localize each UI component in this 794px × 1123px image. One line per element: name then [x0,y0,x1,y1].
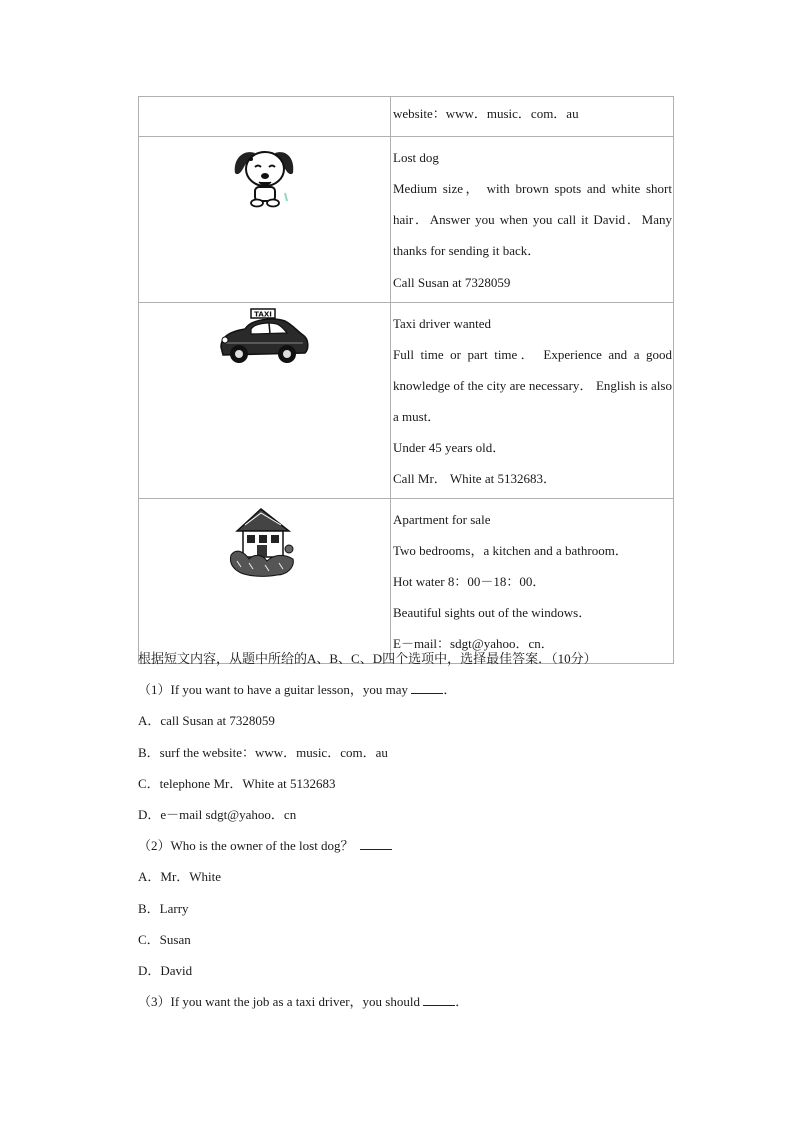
ad-title: Lost dog [393,150,439,165]
ad-text-cell [391,97,674,137]
ad-row-music [139,97,674,137]
ad-text-cell [391,302,674,499]
question-stem: （3）If you want the job as a taxi driver，you should [138,994,420,1009]
ad-text-cell [391,137,674,303]
ad-picture-cell [139,302,391,499]
option-2c[interactable]: C．Susan [138,932,191,947]
taxi-sign-text: TAXI [254,310,272,319]
ad-body: Full time or part time． Experience and a good knowledge of the city are necessary． English is also a must． [393,346,672,425]
ad-text-cell [391,499,674,664]
option-2a[interactable]: A．Mr．White [138,869,222,884]
ad-picture-cell [139,137,391,303]
ad-hot-water: Hot water 8：00－18：00． [393,574,546,590]
ad-row-taxi [139,302,674,499]
question-end: ． [443,682,457,697]
ads-table [138,96,674,664]
question-3 [138,992,468,1012]
ad-body: Medium size， with brown spots and white short hair．Answer you when you call it David．Many thanks for sending it back． [393,181,672,259]
ad-requirement: Under 45 years old． [393,440,506,456]
ad-email: E－mail：sdgt@yahoo．cn． [393,636,554,652]
instructions: 根据短文内容，从题中所给的A、B、C、D四个选项中，选择最佳答案．（10分） [138,651,597,666]
ad-sights: Beautiful sights out of the windows． [393,605,592,621]
ad-contact: Call Mr． White at 5132683． [393,471,556,487]
option-1a[interactable]: A．call Susan at 7328059 [138,713,275,728]
question-stem: （1）If you want to have a guitar lesson，you may [138,682,409,697]
option-2b[interactable]: B．Larry [138,901,189,916]
answer-blank[interactable] [411,681,443,694]
ad-row-apartment [139,499,674,664]
option-1d[interactable]: D．e－mail sdgt@yahoo．cn [138,807,297,822]
question-stem: （2）Who is the owner of the lost dog？ [138,838,354,853]
ad-picture-cell [139,97,391,137]
option-1c[interactable]: C．telephone Mr．White at 5132683 [138,776,336,791]
dog-image [231,145,301,213]
ad-title: Apartment for sale [393,512,491,528]
question-1 [138,680,456,700]
answer-blank[interactable] [360,837,392,850]
answer-blank[interactable] [423,993,455,1006]
ad-picture-cell [139,499,391,664]
question-end: ． [455,994,469,1009]
taxi-image [215,307,311,367]
option-2d[interactable]: D．David [138,963,193,978]
ad-contact: Call Susan at 7328059 [393,274,511,290]
ad-title: Taxi driver wanted [393,315,491,331]
question-2 [138,836,392,856]
ad-rooms: Two bedrooms，a kitchen and a bathroom． [393,543,628,559]
ad-row-dog [139,137,674,303]
house-image [227,503,301,579]
option-1b[interactable]: B．surf the website：www．music．com．au [138,745,388,760]
ad-website-line: website：www．music．com．au [393,106,579,121]
